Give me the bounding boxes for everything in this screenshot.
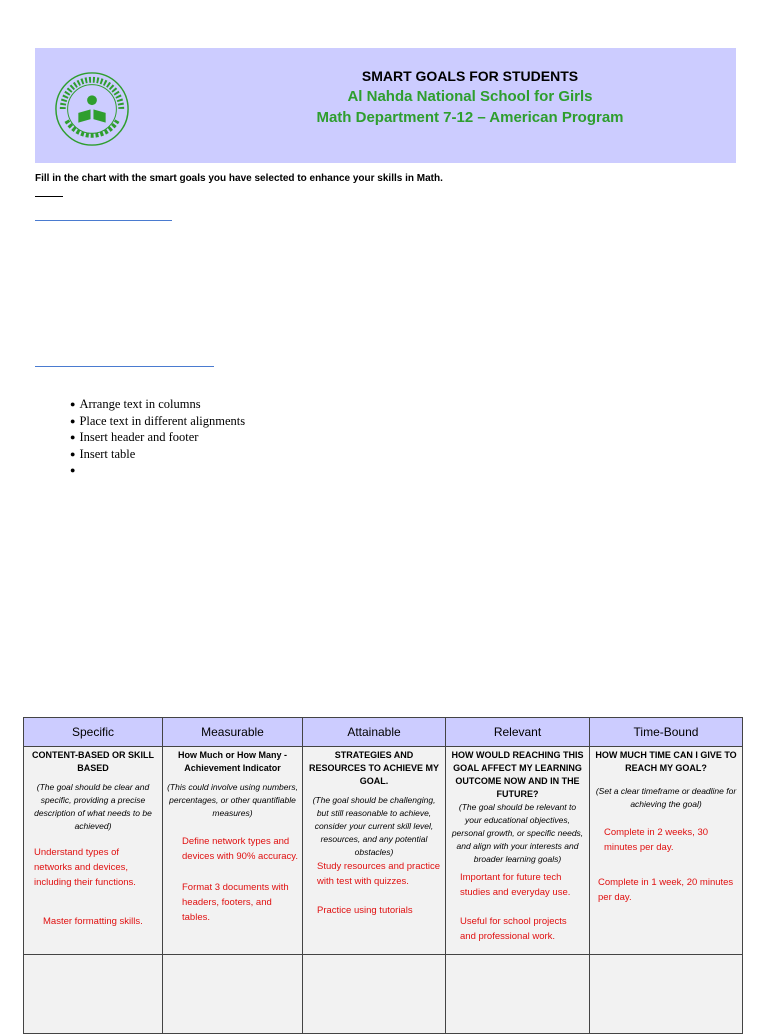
cell-subtitle: HOW MUCH TIME CAN I GIVE TO REACH MY GOAL? [595,750,737,773]
link-underline-1 [35,220,172,221]
school-name: Al Nahda National School for Girls [347,88,593,105]
header-attainable: Attainable [303,718,446,747]
smart-goals-table [23,717,743,1034]
header-titles [245,66,695,128]
empty-cell[interactable] [446,955,590,1034]
goal-entry: Define network types and devices with 90% accuracy. [182,836,298,862]
empty-cell[interactable] [24,955,163,1034]
empty-cell[interactable] [590,955,743,1034]
goal-entry: Study resources and practice with test with quizzes. [317,861,441,887]
header-specific: Specific [24,718,163,747]
cell-specific[interactable] [24,747,163,955]
cell-description: (The goal should be challenging, but still reasonable to achieve, consider your current skill level, resources, and any potential obstacles) [312,795,436,857]
cell-subtitle: STRATEGIES AND RESOURCES TO ACHIEVE MY GOAL. [308,750,440,786]
header-banner [35,48,736,163]
goal-entry: Practice using tutorials [317,905,413,916]
bullet-item: ● Insert table [70,447,245,464]
bullet-item: ● Place text in different alignments [70,414,245,431]
goal-entry: Complete in 2 weeks, 30 minutes per day. [604,827,709,853]
instruction-text: Fill in the chart with the smart goals you have selected to enhance your skills in Math. [35,173,443,184]
bullet-item: ● Arrange text in columns [70,397,245,414]
header-time-bound: Time-Bound [590,718,743,747]
bullet-item: ● Insert header and footer [70,430,245,447]
cell-time-bound[interactable] [590,747,743,955]
cell-relevant[interactable] [446,747,590,955]
cell-attainable[interactable] [303,747,446,955]
header-measurable: Measurable [163,718,303,747]
bullet-list [70,397,245,480]
goal-entry: Format 3 documents with headers, footers, and tables. [182,882,289,923]
department-name: Math Department 7-12 – American Program [316,109,624,126]
bullet-item-empty [70,463,245,480]
cell-description: (This could involve using numbers, percentages, or other quantifiable measures) [167,782,298,818]
short-rule [35,196,63,197]
goal-entry: Master formatting skills. [43,916,143,927]
empty-cell[interactable] [303,955,446,1034]
header-relevant: Relevant [446,718,590,747]
document-title: SMART GOALS FOR STUDENTS [361,68,579,84]
table-header-row [24,718,743,747]
link-underline-2 [35,366,214,367]
cell-description: (The goal should be clear and specific, providing a precise description of what needs to be achieved) [34,782,152,831]
table-row-empty [24,955,743,1034]
goal-entry: Important for future tech studies and everyday use. [460,872,571,898]
goal-entry: Complete in 1 week, 20 minutes per day. [598,877,734,903]
goal-entry: Understand types of networks and devices, including their functions. [34,847,136,888]
cell-description: (Set a clear timeframe or deadline for achieving the goal) [595,786,737,809]
cell-subtitle: HOW WOULD REACHING THIS GOAL AFFECT MY LEARNING OUTCOME NOW AND IN THE FUTURE? [451,750,584,799]
school-logo-icon [53,70,131,148]
empty-cell[interactable] [163,955,303,1034]
goal-entry: Useful for school projects and professional work. [460,916,567,942]
cell-measurable[interactable] [163,747,303,955]
table-row [24,747,743,955]
cell-description: (The goal should be relevant to your educational objectives, personal growth, or specific needs, and align with your interests and broader learning goals) [451,802,584,864]
cell-subtitle: CONTENT-BASED OR SKILL BASED [31,750,154,773]
cell-subtitle: How Much or How Many - Achievement Indicator [178,750,287,773]
